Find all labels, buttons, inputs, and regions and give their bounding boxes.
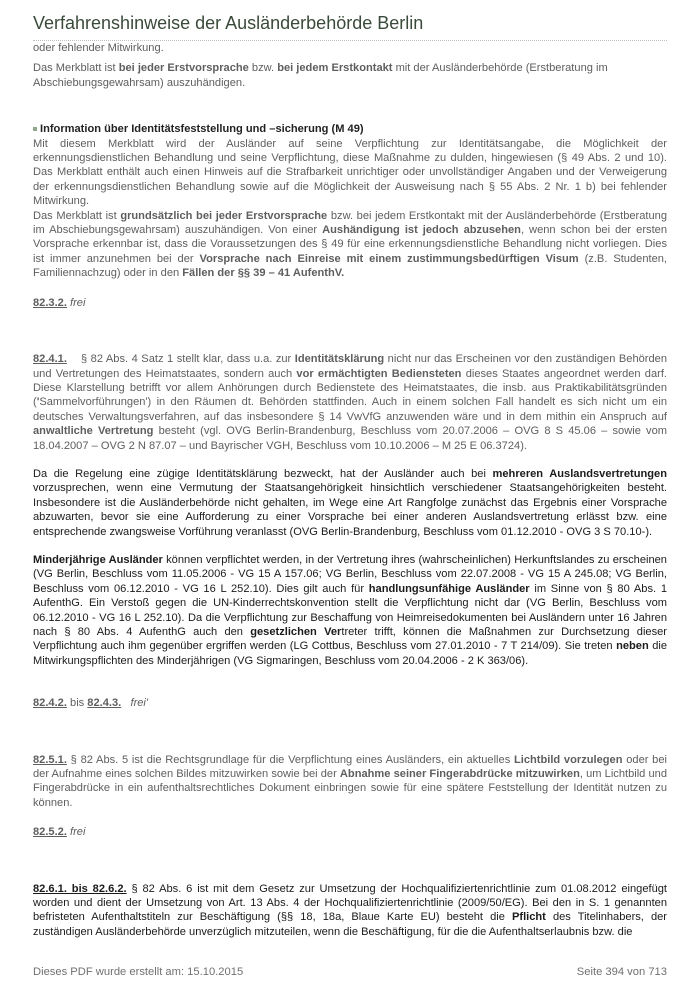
page-footer — [33, 966, 667, 978]
text: frei' — [130, 697, 149, 710]
bold-text: Aushändigung ist jedoch abzusehen — [322, 224, 521, 237]
paragraph — [33, 209, 667, 281]
text: oder fehlender Mitwirkung. — [33, 42, 164, 54]
text: frei — [70, 296, 86, 309]
bold-text: Vorsprache nach Einreise mit einem zustimmungsbedürftigen Visum — [199, 252, 579, 265]
section-8252 — [33, 825, 667, 839]
section-8251 — [33, 753, 667, 811]
bold-text: anwaltliche Vertretung — [33, 425, 154, 438]
section-8241 — [33, 352, 667, 453]
text: (z.B. Studenten, Familiennachzug) oder in den — [33, 252, 667, 280]
section-heading — [33, 122, 667, 136]
bold-text: Abnahme seiner Fingerabdrücke mitzuwirken — [339, 768, 580, 781]
paragraph — [33, 41, 667, 55]
created-date: Dieses PDF wurde erstellt am: 15.10.2015 — [33, 966, 244, 978]
bold-text: bei jedem Erstkontakt — [277, 62, 393, 75]
paragraph — [33, 61, 667, 90]
bold-text: neben — [616, 640, 649, 653]
text: frei — [70, 826, 86, 839]
text: § 82 Abs. 5 ist die Rechtsgrundlage für die Verpflichtung eines Ausländers, ein aktuelles — [66, 753, 514, 766]
text: des Titelinhabers, der zuständigen Ausländerbehörde unverzüglich mitzuteilen, wenn die Beschäftigung, für die die Aufenthaltserlaubnis bzw. die — [33, 911, 667, 938]
heading-text: Information über Identitätsfeststellung und –sicherung (M 49) — [40, 123, 364, 136]
page-number: Seite 394 von 713 — [576, 966, 667, 978]
text: bzw. bei jedem Erstkontakt mit der Ausländerbehörde (Erstberatung im Abschiebungsgewahrsam) auszuhändigen. Von einer — [33, 209, 667, 237]
text: Das Merkblatt ist — [33, 209, 121, 222]
bold-text: ' — [36, 396, 40, 409]
bold-text: Lichtbild vorzulegen — [513, 753, 623, 766]
section-ref: 82.4.3. — [87, 697, 122, 710]
paragraph — [33, 553, 667, 668]
text: dieses Staates angeordnet werden darf. Diese Klarstellung betrifft vor allem Anhörungen durch Bedienstete des Heimatstaates, die insb. aus Praktikabilitätsgründen ( — [33, 367, 668, 409]
text: , um Lichtbild und Fingerabdrücke in ein aufenthaltsrechtliches Dokument einbringen sowie für eine spätere Feststellung der Identität nutzen zu können. — [33, 768, 667, 809]
text: besteht (vgl. OVG Berlin-Brandenburg, Beschluss vom 20.07.2006 – OVG 8 S 45.06 – sowie vom 18.04.2007 – OVG 2 N 87.07 – und Bayrischer VGH, Beschluss vom 10.10.2006 – M 25 E 06.3724). — [33, 425, 667, 452]
section-ref: 82.4.2. — [33, 697, 67, 710]
page-title: Verfahrenshinweise der Ausländerbehörde Berlin — [33, 13, 424, 33]
paragraph: Mit diesem Merkblatt wird der Ausländer auf seine Verpflichtung zur Identitätsangabe, die Möglichkeit der erkennungsdienstlichen Behandlung und seine Verpflichtung, diese Maßnahme zu dulden, hingewiesen (§ 49 Abs. 2 und 10). Das Merkblatt enthält auch einen Hinweis auf die Strafbarkeit unrichtiger oder unvollständiger Angaben und der Verweigerung der erkennungsdienstlichen Behandlung sowie auf die Möglichkeit der Ausweisung nach § 55 Abs. 2 Nr. 1 b) bei fehlender Mitwirkung. — [33, 137, 667, 208]
section-ref: 82.3.2. — [33, 296, 67, 309]
text: können verpflichtet werden, in der Vertretung ihres (wahrscheinlichen) Herkunftslandes zu erscheinen (VG Berlin, Beschluss vom 11.05.2006 - VG 15 A 157.06; VG Berlin, Beschluss vom 22.07.2008 - VG 15 A 245.08; VG Berlin, Beschluss vom 06.12.2010 - VG 16 L 252.10). Dies gilt auch für — [33, 553, 667, 595]
bold-text: vor ermächtigten Bediensteten — [296, 367, 462, 380]
bullet-icon — [33, 127, 37, 131]
text: nicht nur das Erscheinen vor den zuständigen Behörden und Vertretungen des Heimatstaates, sondern auch — [33, 353, 667, 380]
section-8242 — [33, 696, 667, 710]
text: § 82 Abs. 6 ist mit dem Gesetz zur Umsetzung der Hochqualifiziertenrichtlinie zum 01.08.2012 eingefügt worden und dient der Umsetzung von Art. 13 Abs. 4 der Hochqualifiziertenrichtlinie (2009/50/EG). Bei den in S. 1 genannten befristeten Aufenthaltstiteln zur Beschäftigung (§§ 18, 18a, Blaue Karte EU) besteht die — [33, 882, 667, 924]
text: treter trifft, können die Maßnahmen zur Durchsetzung dieser Verpflichtung auch ihm gegenüber ergriffen werden (LG Cottbus, Beschluss vom 27.01.2010 - 7 T 214/09). Sie treten — [33, 626, 667, 653]
text: § 82 Abs. 4 Satz 1 stellt klar, dass u.a. zur — [66, 353, 295, 366]
section-ref: 82.6.1. bis 82.6.2. — [33, 882, 127, 895]
text: Sammelvorführungen') in den Räumen dt. Behörden stattfinden. Auch in einem solchen Fall handelt es sich nicht um ein deutsches Verwaltungsverfahren, auf das insbesondere § 14 VwVfG anzuwenden wäre und in dem mithin ein Anspruch auf — [33, 396, 667, 423]
text: die Mitwirkungspflichten des Minderjährigen (VG Sigmaringen, Beschluss vom 20.04.2006 - 2 K 363/06). — [33, 640, 668, 667]
document-body — [33, 41, 667, 939]
section-ref: 82.5.2. — [33, 826, 67, 839]
paragraph — [33, 467, 667, 539]
text: im Sinne von § 80 Abs. 1 AufenthG. Ein Verstoß gegen die UN-Kinderrechtskonvention stellt die Verpflichtung nicht dar (VG Berlin, Beschluss vom 06.12.2010 - VG 16 L 252.10). Da die Verpflichtung zur Beschaffung von Heimreisedokumenten bei Ausländern unter 16 Jahren nach § 80 Abs. 4 AufenthG auch den — [33, 582, 667, 638]
page-header — [33, 12, 667, 41]
bold-text: Fällen der §§ 39 – 41 AufenthV. — [182, 267, 345, 280]
bold-text: bei jeder Erstvorsprache — [118, 62, 249, 75]
text: vorzusprechen, wenn eine Vermutung der Staatsangehörigkeit hinsichtlich verschiedener Staatsangehörigkeiten besteht. Insbesondere ist die Ausländerbehörde nicht gehalten, im Wege eine Art Rangfolge zunächst das Ergebnis einer Vorsprache abzuwarten, bevor sie eine Aufforderung zu einer Vorsprache bei einer anderen Auslandsvertretung erlässt bzw. eine entsprechende zwangsweise Vorführung veranlasst (OVG Berlin-Brandenburg, Beschluss vom 01.12.2010 - OVG 3 S 70.10-). — [33, 482, 667, 538]
bold-text: Minderjährige Ausländer — [33, 553, 163, 566]
text: Da die Regelung eine zügige Identitätsklärung bezweckt, hat der Ausländer auch bei — [33, 467, 493, 480]
bold-text: Identitätsklärung — [294, 353, 385, 366]
section-ref: 82.4.1. — [33, 353, 67, 366]
text: Das Merkblatt ist — [33, 62, 119, 75]
bold-text: handlungsunfähige Ausländer — [368, 582, 530, 595]
bold-text: gesetzlichen Ver — [250, 626, 342, 638]
bold-text: mehreren Auslandsvertretungen — [492, 467, 667, 480]
text: oder bei der Aufnahme eines solchen Bildes mitzuwirken sowie bei der — [33, 753, 667, 781]
text: mit der Ausländerbehörde (Erstberatung im Abschiebungsgewahrsam) auszuhändigen. — [33, 62, 608, 89]
bold-text: Pflicht — [511, 911, 546, 924]
bold-text: grundsätzlich bei jeder Erstvorsprache — [120, 209, 328, 222]
section-8232 — [33, 296, 667, 310]
section-ref: 82.5.1. — [33, 753, 67, 766]
text: , wenn schon bei der ersten Vorsprache erkennbar ist, dass die Voraussetzungen des § 49 für eine erkennungsdienstliche Behandlung nicht vorliegen. Dies ist immer anzunehmen bei der — [33, 224, 667, 265]
section-8261 — [33, 882, 667, 940]
text: bis — [66, 697, 88, 710]
text: bzw. — [248, 62, 278, 75]
